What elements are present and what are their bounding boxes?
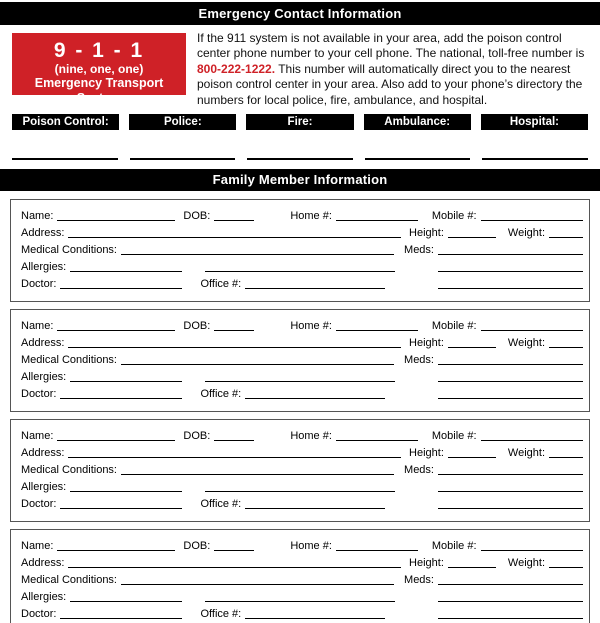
name-blank-line	[57, 549, 175, 551]
name-label: Name:	[21, 320, 54, 333]
height-label: Height:	[409, 227, 444, 240]
medical-conditions-label: Medical Conditions:	[21, 464, 117, 477]
height-blank-line	[448, 236, 496, 238]
dob-label: DOB:	[183, 210, 211, 223]
name-label: Name:	[21, 540, 54, 553]
name-label: Name:	[21, 430, 54, 443]
family-section-title: Family Member Information	[0, 169, 600, 191]
member-row-address	[21, 225, 583, 242]
member-row-doctor	[21, 606, 583, 623]
weight-blank-line	[549, 456, 583, 458]
member-row-medical	[21, 462, 583, 479]
mobile-phone-label: Mobile #:	[431, 430, 477, 443]
family-member-card	[10, 199, 590, 302]
home-phone-label: Home #:	[290, 210, 332, 223]
allergies-label: Allergies:	[21, 481, 67, 494]
emergency-contacts-blank-lines	[12, 158, 588, 160]
address-label: Address:	[21, 227, 65, 240]
ambulance-label: Ambulance:	[364, 114, 471, 130]
poison-control-instructions	[197, 31, 588, 108]
member-row-doctor	[21, 496, 583, 513]
height-label: Height:	[409, 337, 444, 350]
name-blank-line	[57, 329, 175, 331]
member-row-allergies	[21, 369, 583, 386]
name-label: Name:	[21, 210, 54, 223]
home-phone-blank-line	[336, 219, 418, 221]
member-row-medical	[21, 572, 583, 589]
emergency-number: 9 - 1 - 1	[53, 39, 145, 62]
medical-conditions-label: Medical Conditions:	[21, 574, 117, 587]
meds-continuation-line-2	[438, 287, 583, 289]
member-row-name	[21, 208, 583, 225]
doctor-label: Doctor:	[21, 388, 57, 401]
address-label: Address:	[21, 337, 65, 350]
member-row-name	[21, 428, 583, 445]
meds-continuation-line-1	[438, 600, 583, 602]
family-member-card	[10, 419, 590, 522]
doctor-blank-line	[60, 287, 182, 289]
address-blank-line	[68, 566, 401, 568]
weight-label: Weight:	[507, 227, 545, 240]
weight-label: Weight:	[507, 337, 545, 350]
member-row-allergies	[21, 589, 583, 606]
weight-label: Weight:	[507, 557, 545, 570]
mobile-phone-blank-line	[481, 329, 583, 331]
home-phone-blank-line	[336, 439, 418, 441]
address-blank-line	[68, 456, 401, 458]
doctor-blank-line	[60, 507, 182, 509]
height-label: Height:	[409, 557, 444, 570]
allergies-blank-line	[70, 380, 182, 382]
police-blank-line	[130, 158, 236, 160]
meds-continuation-line-2	[438, 617, 583, 619]
doctor-label: Doctor:	[21, 498, 57, 511]
meds-blank-line	[438, 473, 583, 475]
member-row-doctor	[21, 386, 583, 403]
allergies-label: Allergies:	[21, 591, 67, 604]
height-blank-line	[448, 566, 496, 568]
medical-conditions-blank-line	[121, 363, 394, 365]
mobile-phone-blank-line	[481, 439, 583, 441]
emergency-contacts-row	[12, 114, 588, 130]
poison-control-label: Poison Control:	[12, 114, 119, 130]
height-blank-line	[448, 456, 496, 458]
meds-continuation-line-2	[438, 397, 583, 399]
address-blank-line	[68, 346, 401, 348]
instructions-text-before: If the 911 system is not available in your area, add the poison control center phone number to your cell phone. The national, toll-free number is	[197, 31, 585, 61]
mobile-phone-blank-line	[481, 549, 583, 551]
address-blank-line	[68, 236, 401, 238]
name-blank-line	[57, 219, 175, 221]
medical-conditions-blank-line	[121, 473, 394, 475]
office-phone-blank-line	[245, 507, 385, 509]
weight-label: Weight:	[507, 447, 545, 460]
meds-label: Meds:	[404, 464, 434, 477]
mobile-phone-label: Mobile #:	[431, 540, 477, 553]
meds-label: Meds:	[404, 354, 434, 367]
member-row-allergies	[21, 259, 583, 276]
medical-conditions-blank-line	[121, 253, 394, 255]
member-row-medical	[21, 352, 583, 369]
emergency-system-label: Emergency Transport System	[34, 76, 164, 105]
home-phone-blank-line	[336, 329, 418, 331]
medical-conditions-label: Medical Conditions:	[21, 354, 117, 367]
police-label: Police:	[129, 114, 236, 130]
office-phone-label: Office #:	[200, 608, 242, 621]
doctor-label: Doctor:	[21, 278, 57, 291]
name-blank-line	[57, 439, 175, 441]
allergies-continuation-line	[205, 380, 395, 382]
office-phone-label: Office #:	[200, 278, 242, 291]
mobile-phone-label: Mobile #:	[431, 320, 477, 333]
height-blank-line	[448, 346, 496, 348]
hospital-label: Hospital:	[481, 114, 588, 130]
mobile-phone-label: Mobile #:	[431, 210, 477, 223]
allergies-continuation-line	[205, 270, 395, 272]
address-label: Address:	[21, 557, 65, 570]
meds-continuation-line-1	[438, 270, 583, 272]
home-phone-blank-line	[336, 549, 418, 551]
dob-label: DOB:	[183, 430, 211, 443]
meds-blank-line	[438, 253, 583, 255]
meds-continuation-line-1	[438, 490, 583, 492]
fire-blank-line	[247, 158, 353, 160]
meds-continuation-line-1	[438, 380, 583, 382]
family-member-list	[0, 199, 600, 623]
member-row-doctor	[21, 276, 583, 293]
dob-blank-line	[214, 329, 254, 331]
member-row-allergies	[21, 479, 583, 496]
weight-blank-line	[549, 346, 583, 348]
medical-conditions-label: Medical Conditions:	[21, 244, 117, 257]
meds-blank-line	[438, 363, 583, 365]
dob-label: DOB:	[183, 320, 211, 333]
weight-blank-line	[549, 236, 583, 238]
page-title: Emergency Contact Information	[0, 2, 600, 25]
allergies-label: Allergies:	[21, 261, 67, 274]
home-phone-label: Home #:	[290, 320, 332, 333]
office-phone-label: Office #:	[200, 498, 242, 511]
member-row-address	[21, 445, 583, 462]
weight-blank-line	[549, 566, 583, 568]
allergies-continuation-line	[205, 600, 395, 602]
emergency-911-box	[12, 33, 186, 105]
dob-label: DOB:	[183, 540, 211, 553]
office-phone-label: Office #:	[200, 388, 242, 401]
mobile-phone-blank-line	[481, 219, 583, 221]
doctor-blank-line	[60, 397, 182, 399]
emergency-intro-section	[12, 33, 588, 108]
doctor-label: Doctor:	[21, 608, 57, 621]
allergies-label: Allergies:	[21, 371, 67, 384]
meds-blank-line	[438, 583, 583, 585]
office-phone-blank-line	[245, 397, 385, 399]
member-row-name	[21, 538, 583, 555]
ambulance-blank-line	[365, 158, 471, 160]
allergies-blank-line	[70, 490, 182, 492]
dob-blank-line	[214, 219, 254, 221]
dob-blank-line	[214, 439, 254, 441]
meds-label: Meds:	[404, 244, 434, 257]
office-phone-blank-line	[245, 287, 385, 289]
height-label: Height:	[409, 447, 444, 460]
medical-conditions-blank-line	[121, 583, 394, 585]
poison-control-blank-line	[12, 158, 118, 160]
dob-blank-line	[214, 549, 254, 551]
poison-control-phone-number: 800-222-1222.	[197, 61, 276, 76]
fire-label: Fire:	[246, 114, 353, 130]
member-row-address	[21, 335, 583, 352]
instructions-text-after: This number will automatically direct you to the nearest poison control center in your area. Also add to your phone’s directory the numbers for local police, fire, ambulance, and hospital.	[197, 61, 583, 107]
allergies-continuation-line	[205, 490, 395, 492]
family-member-card	[10, 309, 590, 412]
allergies-blank-line	[70, 270, 182, 272]
hospital-blank-line	[482, 158, 588, 160]
doctor-blank-line	[60, 617, 182, 619]
office-phone-blank-line	[245, 617, 385, 619]
family-member-card	[10, 529, 590, 623]
meds-continuation-line-2	[438, 507, 583, 509]
home-phone-label: Home #:	[290, 430, 332, 443]
emergency-number-spelled: (nine, one, one)	[54, 62, 144, 76]
home-phone-label: Home #:	[290, 540, 332, 553]
allergies-blank-line	[70, 600, 182, 602]
member-row-name	[21, 318, 583, 335]
member-row-medical	[21, 242, 583, 259]
member-row-address	[21, 555, 583, 572]
meds-label: Meds:	[404, 574, 434, 587]
address-label: Address:	[21, 447, 65, 460]
